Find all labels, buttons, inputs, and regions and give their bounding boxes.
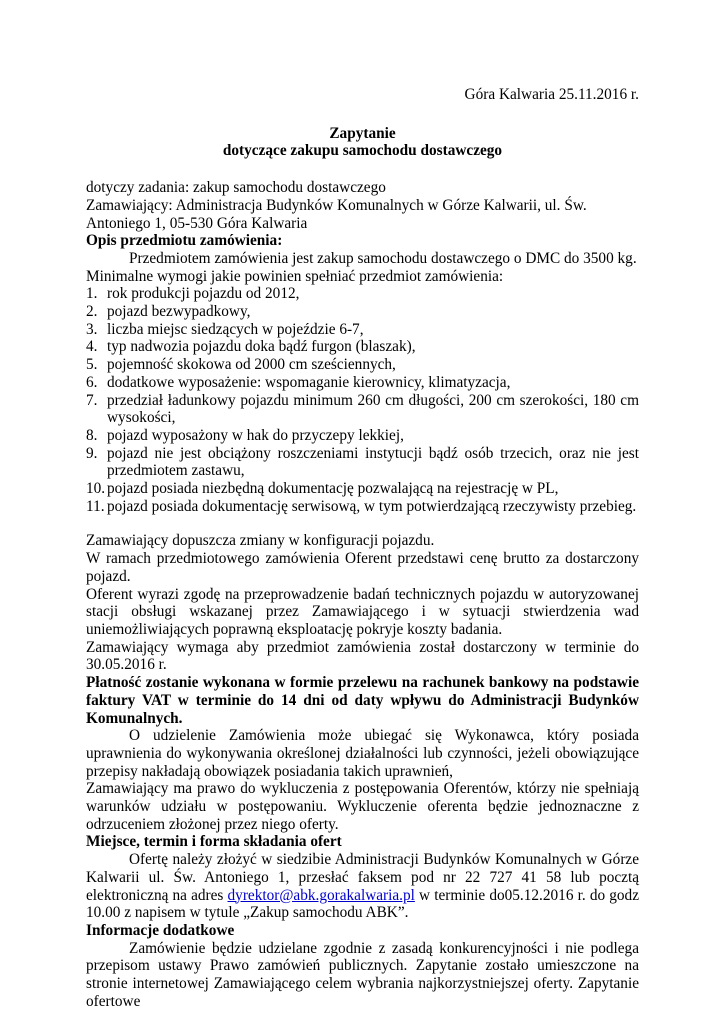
submission-text-before: Ofertę należy złożyć w siedzibie Administracji Budynków Komunalnych w Górze Kalwarii ul. Św. Antoniego 1, przesłać faksem pod nr 22 727 41 58 lub pocztą elektroniczną na adres [86, 851, 639, 904]
submission-paragraph [86, 851, 639, 922]
list-text: pojazd bezwypadkowy, [107, 303, 251, 321]
task-line: dotyczy zadania: zakup samochodu dostawczego [86, 179, 386, 197]
list-item [86, 392, 639, 427]
list-number: 4. [86, 338, 98, 356]
section-heading-submission: Miejsce, termin i forma składania ofert [86, 833, 342, 851]
list-number: 9. [86, 444, 98, 462]
document-title: Zapytanie [329, 124, 396, 142]
list-text: liczba miejsc siedzących w pojeździe 6-7, [107, 320, 364, 338]
inspection-paragraph: Oferent wyrazi zgodę na przeprowadzenie badań technicznych pojazdu w autoryzowanej stacji obsługi wskazanej przez Zamawiającego i w sytuacji stwierdzenia wad uniemożliwiających poprawną eksploatację pokryje koszty badania. [86, 585, 639, 638]
list-item [86, 285, 639, 303]
exclusion-paragraph: Zamawiający ma prawo do wykluczenia z postępowania Oferentów, którzy nie spełniają warunków udziału w postępowaniu. Wykluczenie oferenta będzie jednoznaczne z odrzuceniem złożonej przez niego oferty. [86, 780, 639, 833]
list-item [86, 356, 639, 374]
document-body [86, 86, 639, 1010]
list-item [86, 338, 639, 356]
list-text: typ nadwozia pojazdu doka bądź furgon (blaszak), [107, 338, 416, 356]
list-text: dodatkowe wyposażenie: wspomaganie kierownicy, klimatyzacja, [107, 373, 511, 391]
delivery-paragraph: Zamawiający wymaga aby przedmiot zamówienia został dostarczony w terminie do 30.05.2016 r. [86, 638, 639, 674]
section-heading-description: Opis przedmiotu zamówienia: [86, 232, 283, 250]
payment-paragraph: Płatność zostanie wykonana w formie przelewu na rachunek bankowy na podstawie faktury VAT w terminie do 14 dni od daty wpływu do Administracji Budynków Komunalnych. [86, 674, 639, 727]
list-text: przedział ładunkowy pojazdu minimum 260 cm długości, 200 cm szerokości, 180 cm wysokości, [107, 391, 639, 427]
email-link[interactable]: dyrektor@abk.gorakalwaria.pl [227, 886, 415, 904]
list-number: 5. [86, 356, 98, 374]
list-text: pojazd wyposażony w hak do przyczepy lekkiej, [107, 426, 404, 444]
list-number: 7. [86, 391, 98, 409]
subject-paragraph: Przedmiotem zamówienia jest zakup samochodu dostawczego o DMC do 3500 kg. [129, 249, 637, 267]
list-number: 2. [86, 303, 98, 321]
additional-paragraph: Zamówienie będzie udzielane zgodnie z zasadą konkurencyjności i nie podlega przepisom ustawy Prawo zamówień publicznych. Zapytanie zostało umieszczone na stronie internetowej Zamawiającego celem wybrania najkorzystniejszej oferty. Zapytanie ofertowe [86, 939, 639, 1010]
list-item [86, 480, 639, 498]
eligibility-paragraph: O udzielenie Zamówienia może ubiegać się Wykonawca, który posiada uprawnienia do wykonywania określonej działalności lub czynności, jeżeli obowiązujące przepisy nakładają obowiązek posiadania takich uprawnień, [86, 727, 639, 780]
price-paragraph: W ramach przedmiotowego zamówienia Oferent przedstawi cenę brutto za dostarczony pojazd. [86, 550, 639, 585]
list-number: 1. [86, 285, 98, 303]
list-text: pojazd posiada dokumentację serwisową, w tym potwierdzającą rzeczywisty przebieg. [107, 497, 637, 515]
config-paragraph: Zamawiający dopuszcza zmiany w konfiguracji pojazdu. [86, 532, 435, 550]
title-block [86, 125, 639, 160]
spacer [86, 515, 639, 532]
document-subtitle: dotyczące zakupu samochodu dostawczego [222, 142, 503, 160]
list-item [86, 374, 639, 392]
list-item [86, 498, 639, 516]
date-place: Góra Kalwaria 25.11.2016 r. [464, 86, 639, 103]
list-number: 11. [86, 497, 105, 515]
list-text: pojazd nie jest obciążony roszczeniami instytucji bądź osób trzecich, oraz nie jest przedmiotem zastawu, [107, 444, 639, 480]
list-item [86, 303, 639, 321]
ordering-party: Zamawiający: Administracja Budynków Komunalnych w Górze Kalwarii, ul. Św. Antoniego 1, 05-530 Góra Kalwaria [86, 196, 587, 232]
list-number: 10. [86, 480, 106, 498]
list-item [86, 445, 639, 480]
submission-text-after: w terminie do05.12.2016 r. do godz 10.00 z napisem w tytule „Zakup samochodu ABK”. [86, 886, 639, 922]
list-item [86, 427, 639, 445]
list-text: rok produkcji pojazdu od 2012, [107, 285, 300, 303]
requirements-list [86, 285, 639, 515]
section-heading-additional: Informacje dodatkowe [86, 921, 235, 939]
list-item [86, 321, 639, 339]
list-number: 3. [86, 320, 98, 338]
list-number: 6. [86, 373, 98, 391]
list-text: pojemność skokowa od 2000 cm sześciennych, [107, 356, 396, 374]
requirements-intro: Minimalne wymogi jakie powinien spełniać przedmiot zamówienia: [86, 267, 504, 285]
list-text: pojazd posiada niezbędną dokumentację pozwalającą na rejestrację w PL, [107, 480, 559, 498]
list-number: 8. [86, 426, 98, 444]
